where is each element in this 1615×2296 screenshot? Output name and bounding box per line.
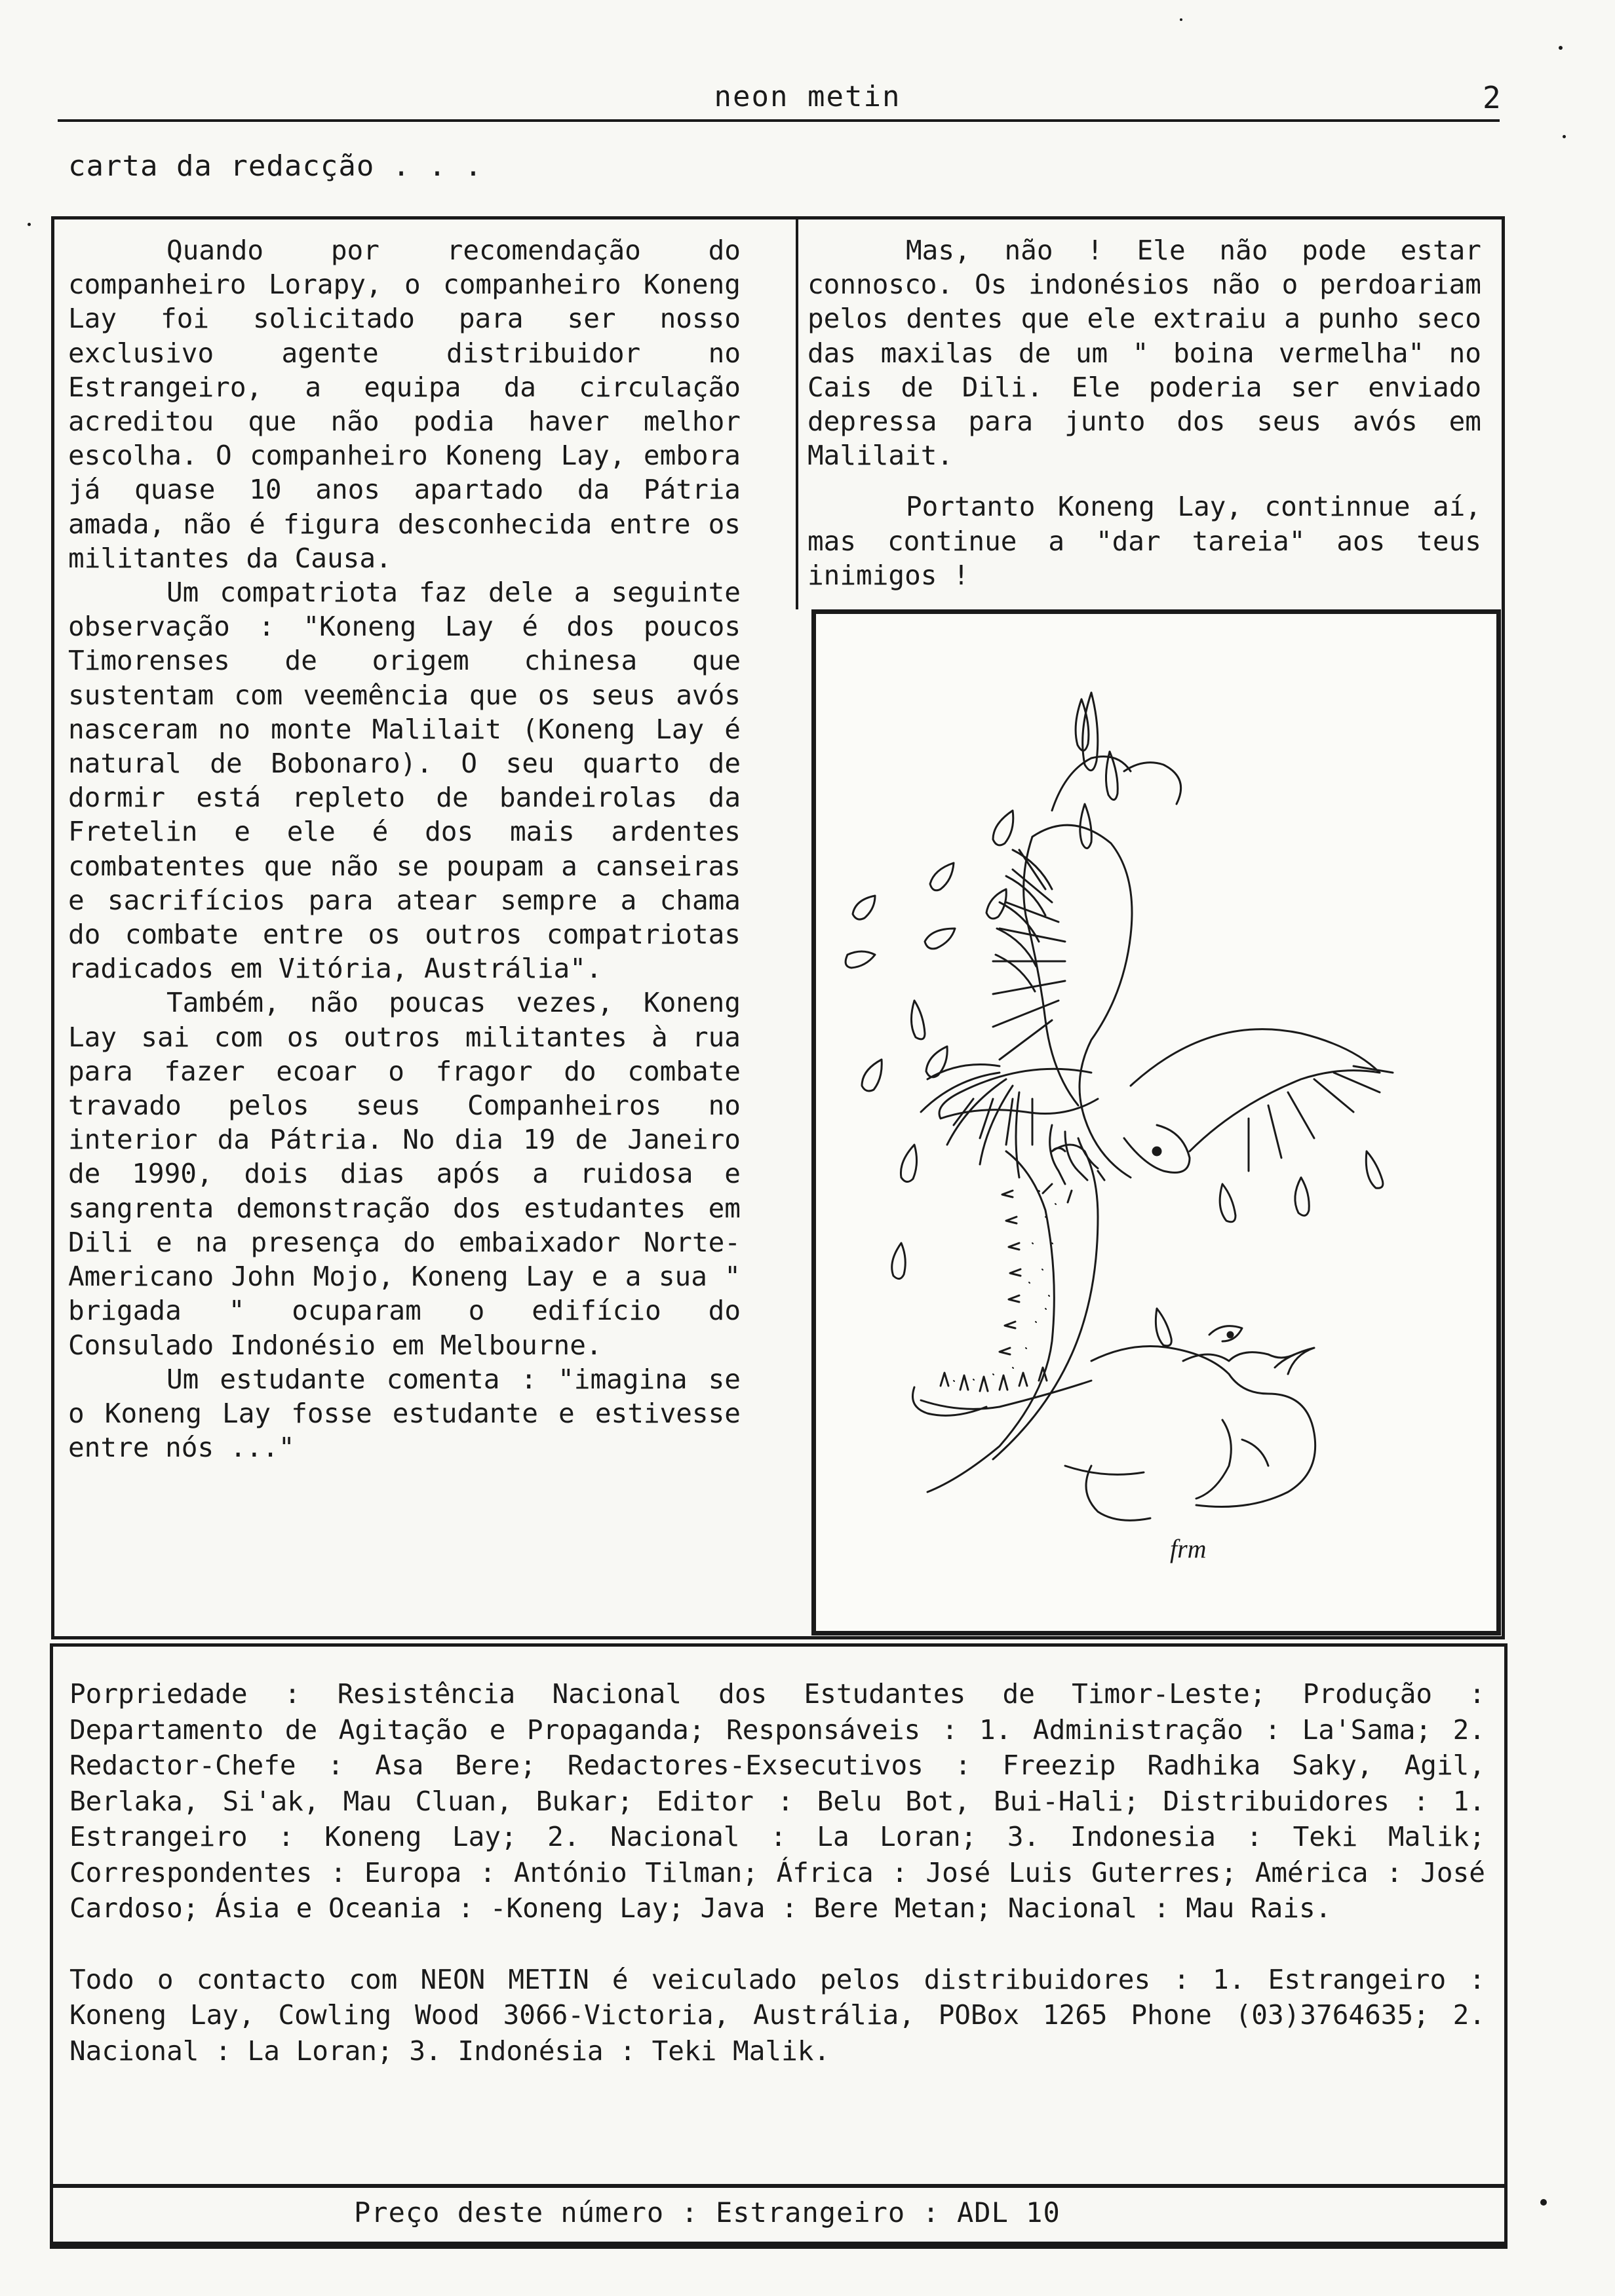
page-number: 2 bbox=[1483, 80, 1501, 115]
section-title: carta da redacção . . . bbox=[68, 149, 483, 183]
cartoon-illustration bbox=[811, 609, 1501, 1636]
paragraph: Também, não poucas vezes, Koneng Lay sai com os outros militantes à rua para fazer ecoar o fragor do combate travado pelos seus Companheiros no interior da Pátria. No dia 19 de Janeiro de 1990, dois dias após a ruidosa e sangrenta demonstração dos estudantes em Dili e na presença do embaixador Norte-Americano John Mojo, Koneng Lay e a sua " brigada " ocuparam o edifício do Consulado Indonésio em Melbourne. bbox=[68, 987, 741, 1361]
credits-paragraph: Porpriedade : Resistência Nacional dos Estudantes de Timor-Leste; Produção : Departamento de Agitação e Propaganda; Responsáveis : 1. Administração : La'Sama; 2. Redactor-Chefe : Asa Bere; Redactores-Exsecutivos : Freezip Radhika Saky, Agil, Berlaka, Si'ak, Mau Cluan, Bukar; Editor : Belu Bot, Bui-Hali; Distribuidores : 1. Estrangeiro : Koneng Lay; 2. Nacional : La Loran; 3. Indonesia : Teki Malik; Correspondentes : Europa : António Tilman; África : José Luis Guterres; América : José Cardoso; Ásia e Oceania : -Koneng Lay; Java : Bere Metan; Nacional : Mau Rais. bbox=[69, 1678, 1485, 1924]
credits-text bbox=[69, 1676, 1485, 2104]
scan-speck bbox=[1563, 135, 1566, 138]
scan-speck bbox=[1540, 2199, 1547, 2206]
droplet-shapes bbox=[846, 693, 1383, 1346]
publication-title: neon metin bbox=[714, 80, 901, 113]
contact-paragraph: Todo o contacto com NEON METIN é veiculado pelos distribuidores : 1. Estrangeiro : Koneng Lay, Cowling Wood 3066-Victoria, Austrália, POBox 1265 Phone (03)3764635; 2. Nacional : La Loran; 3. Indonésia : Teki Malik. bbox=[69, 1963, 1485, 2067]
paragraph: Um estudante comenta : "imagina se o Koneng Lay fosse estudante e estivesse entre nós ..." bbox=[68, 1363, 741, 1464]
paragraph: Quando por recomendação do companheiro Lorapy, o companheiro Koneng Lay foi solicitado para ser nosso exclusivo agente distribuidor no Estrangeiro, a equipa da circulação acreditou que não podia haver melhor escolha. O companheiro Koneng Lay, embora já quase 10 anos apartado da Pátria amada, não é figura desconhecida entre os militantes da Causa. bbox=[68, 235, 741, 574]
bottom-rule bbox=[50, 2245, 1508, 2249]
scan-speck bbox=[28, 223, 31, 226]
article-right-column bbox=[808, 233, 1481, 592]
scan-speck bbox=[1559, 46, 1563, 50]
column-divider bbox=[796, 216, 798, 609]
paragraph: Mas, não ! Ele não pode estar connosco. Os indonésios não o perdoariam pelos dentes que ele extraiu a punho seco das maxilas de um " boina vermelha" no Cais de Dili. Ele poderia ser enviado depressa para junto dos seus avós em Malilait. bbox=[808, 235, 1481, 472]
article-left-column bbox=[68, 233, 741, 1464]
paragraph: Portanto Koneng Lay, continnue aí, mas continue a "dar tareia" aos teus inimigos ! bbox=[808, 491, 1481, 591]
crocodile bbox=[913, 1145, 1315, 1520]
scan-speck bbox=[1180, 18, 1182, 21]
price-line: Preço deste número : Estrangeiro : ADL 10 bbox=[354, 2196, 1060, 2229]
eagle bbox=[921, 757, 1393, 1203]
eagle-crocodile-drawing bbox=[816, 614, 1496, 1631]
artist-signature: frm bbox=[1170, 1534, 1207, 1563]
paragraph: Um compatriota faz dele a seguinte observação : "Koneng Lay é dos poucos Timorenses de origem chinesa que sustentam com veemência que os seus avós nasceram no monte Malilait (Koneng Lay é natural de Bobonaro). O seu quarto de dormir está repleto de bandeirolas da Fretelin e ele é dos mais ardentes combatentes que não se poupam a canseiras e sacrifícios para atear sempre a chama do combate entre os outros compatriotas radicados em Vitória, Austrália". bbox=[68, 577, 741, 985]
header-rule bbox=[58, 119, 1500, 122]
